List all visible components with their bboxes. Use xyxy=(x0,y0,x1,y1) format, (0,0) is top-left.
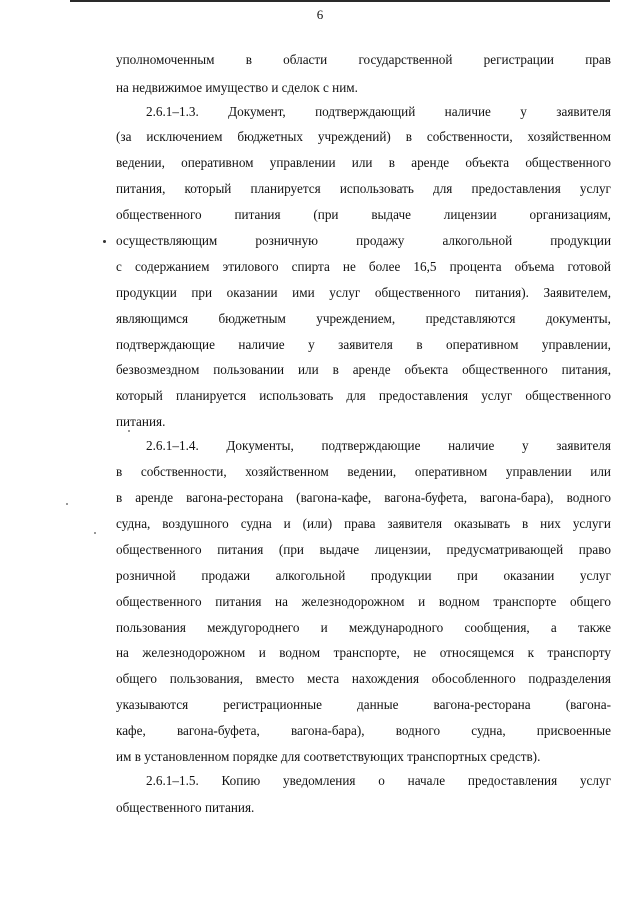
text-word: оказании xyxy=(503,568,555,583)
text-word: подтверждающие xyxy=(116,337,215,352)
text-word: представляются xyxy=(425,311,516,326)
text-line xyxy=(146,104,611,120)
text-word: Документы, xyxy=(226,438,294,453)
text-line xyxy=(116,671,611,687)
text-word: выдаче xyxy=(371,207,411,222)
text-line xyxy=(146,773,611,789)
text-word: у xyxy=(520,104,527,119)
text-word: вагона-буфета, xyxy=(176,723,260,738)
text-word: в xyxy=(522,516,529,531)
text-word: продукции xyxy=(370,568,432,583)
text-word: (вагона- xyxy=(565,697,611,712)
text-word: безвозмездном пользовании или в аренде объекта общественного питания, xyxy=(116,362,611,377)
text-word: Документ, xyxy=(228,104,286,119)
text-word: и xyxy=(320,620,328,635)
text-line xyxy=(116,645,611,661)
text-word: наличие xyxy=(448,438,495,453)
text-word: оперативном xyxy=(181,155,254,170)
text-word: розничную xyxy=(255,233,319,248)
text-word: более xyxy=(368,259,401,274)
text-word: вагона-бара), xyxy=(290,723,365,738)
text-word: организациям, xyxy=(529,207,611,222)
text-word: документы, xyxy=(545,311,611,326)
text-word: объема xyxy=(514,259,555,274)
text-word: области xyxy=(283,52,328,67)
text-word: Копию xyxy=(221,773,261,788)
text-word: осуществляющим xyxy=(116,233,218,248)
text-word: использовать xyxy=(339,181,414,196)
text-word: в собственности, хозяйственном ведении, оперативном управлении или xyxy=(116,464,611,479)
text-word: алкогольной xyxy=(275,568,346,583)
text-word: пользования xyxy=(116,620,186,635)
text-line xyxy=(116,207,611,223)
text-word: начале xyxy=(407,773,446,788)
text-word: ведении, xyxy=(116,155,165,170)
text-word: бюджетным xyxy=(218,311,286,326)
text-word: (или) xyxy=(302,516,333,531)
text-word: алкогольной xyxy=(442,233,513,248)
text-word: вагона-ресторана xyxy=(433,697,531,712)
text-word: общественного xyxy=(525,155,611,170)
text-word: услуги xyxy=(572,516,611,531)
text-word: заявителя xyxy=(556,104,611,119)
text-line xyxy=(116,337,611,353)
text-word: подтверждающий xyxy=(315,104,416,119)
page-number: 6 xyxy=(316,7,324,22)
text-word: заявителя xyxy=(387,516,443,531)
text-word: регистрации xyxy=(483,52,554,67)
text-word: уведомления xyxy=(283,773,356,788)
text-word: регистрационные xyxy=(223,697,322,712)
text-word: воздушного xyxy=(162,516,229,531)
text-line: питания. xyxy=(116,414,166,429)
text-word: них xyxy=(540,516,561,531)
text-word: который планируется использовать для предоставления услуг общественного xyxy=(116,388,611,403)
text-word: готовой xyxy=(567,259,611,274)
margin-mark xyxy=(103,240,106,243)
text-word: продукции xyxy=(550,233,611,248)
text-line xyxy=(116,285,611,301)
text-word: управлении xyxy=(269,155,336,170)
text-word: у xyxy=(522,438,529,453)
text-word: услуг xyxy=(579,773,611,788)
scan-speck xyxy=(66,503,68,505)
text-word: общественного питания на железнодорожном и водном транспорте общего xyxy=(116,594,611,609)
top-rule xyxy=(70,0,610,2)
text-word: объекта xyxy=(465,155,510,170)
text-word: кафе, xyxy=(116,723,146,738)
text-line xyxy=(116,542,611,558)
text-word: предоставления xyxy=(467,773,558,788)
text-word: питания, xyxy=(116,181,166,196)
text-word: наличие xyxy=(444,104,491,119)
text-word: управлении, xyxy=(541,337,611,352)
text-word: (при xyxy=(313,207,339,222)
text-line xyxy=(116,311,611,327)
text-line xyxy=(116,697,611,713)
text-line xyxy=(116,259,611,275)
text-word: судна, xyxy=(471,723,506,738)
text-line xyxy=(116,490,611,506)
text-line xyxy=(116,181,611,197)
text-word: данные xyxy=(357,697,399,712)
text-word: розничной xyxy=(116,568,176,583)
text-word: при xyxy=(457,568,478,583)
text-line: им в установленном порядке для соответствующих транспортных средств). xyxy=(116,749,541,764)
text-line: на недвижимое имущество и сделок с ним. xyxy=(116,80,358,95)
text-word: оперативном xyxy=(446,337,519,352)
text-word: указываются xyxy=(116,697,189,712)
text-word: продажи xyxy=(201,568,251,583)
text-word: оказывать xyxy=(454,516,511,531)
text-word: в xyxy=(416,337,423,352)
text-word: заявителя xyxy=(556,438,611,453)
text-line xyxy=(116,52,611,68)
text-word: планируется xyxy=(250,181,321,196)
text-word: междугороднего xyxy=(207,620,300,635)
text-word: 2.6.1–1.3. xyxy=(146,104,199,119)
text-word: питания xyxy=(234,207,281,222)
text-line xyxy=(116,388,611,404)
scan-speck xyxy=(128,430,130,432)
text-word: общественного xyxy=(116,207,202,222)
text-word: подтверждающие xyxy=(321,438,421,453)
text-word: уполномоченным xyxy=(116,52,215,67)
text-word: процента xyxy=(449,259,502,274)
text-word: содержанием xyxy=(134,259,210,274)
text-word: международного xyxy=(348,620,444,635)
text-word: предоставления xyxy=(471,181,561,196)
text-word: лицензии xyxy=(443,207,497,222)
text-line xyxy=(116,723,611,739)
text-word: прав xyxy=(585,52,611,67)
text-word: учреждением, xyxy=(316,311,396,326)
text-line: общественного питания. xyxy=(116,800,255,815)
text-word: продукции при оказании ими услуг общественного питания). Заявителем, xyxy=(116,285,611,300)
text-word: 2.6.1–1.5. xyxy=(146,773,199,788)
text-word: присвоенные xyxy=(536,723,611,738)
text-line xyxy=(116,129,611,145)
text-word: в xyxy=(245,52,252,67)
text-line xyxy=(116,233,611,249)
text-line xyxy=(116,594,611,610)
text-word: водного xyxy=(395,723,441,738)
text-word: сообщения, xyxy=(464,620,530,635)
text-word: этилового xyxy=(222,259,279,274)
text-line xyxy=(146,438,611,454)
text-word: или xyxy=(351,155,373,170)
text-line xyxy=(116,620,611,636)
text-word: не xyxy=(342,259,356,274)
text-word: услуг xyxy=(579,568,611,583)
text-word: государственной xyxy=(358,52,453,67)
text-word: продажу xyxy=(356,233,405,248)
text-line xyxy=(116,155,611,171)
text-word: для xyxy=(433,181,453,196)
text-word: 16,5 xyxy=(413,259,437,274)
text-word: и xyxy=(283,516,291,531)
text-word: права xyxy=(344,516,376,531)
text-word: на железнодорожном и водном транспорте, не относящемся к транспорту xyxy=(116,645,611,660)
text-word: являющимся xyxy=(116,311,189,326)
text-word: в xyxy=(388,155,395,170)
text-word: который xyxy=(184,181,232,196)
text-word: а xyxy=(550,620,557,635)
text-word: о xyxy=(378,773,385,788)
text-word: в аренде вагона-ресторана (вагона-кафе, вагона-буфета, вагона-бара), водного xyxy=(116,490,611,505)
scan-speck xyxy=(94,532,96,534)
text-word: судна, xyxy=(116,516,151,531)
text-word: также xyxy=(577,620,611,635)
text-line xyxy=(116,568,611,584)
text-word: аренде xyxy=(411,155,450,170)
text-word: (за исключением бюджетных учреждений) в собственности, хозяйственном xyxy=(116,129,611,144)
text-word: заявителя xyxy=(338,337,393,352)
text-word: спирта xyxy=(291,259,330,274)
text-line xyxy=(116,516,611,532)
text-word: 2.6.1–1.4. xyxy=(146,438,199,453)
text-word: общественного питания (при выдаче лицензии, предусматривающей право xyxy=(116,542,611,557)
text-word: услуг xyxy=(579,181,611,196)
text-line xyxy=(116,464,611,480)
text-word: судна xyxy=(240,516,272,531)
text-word: общего пользования, вместо места нахождения обособленного подразделения xyxy=(116,671,611,686)
text-word: наличие xyxy=(238,337,285,352)
text-word: у xyxy=(308,337,315,352)
text-line xyxy=(116,362,611,378)
text-word: с xyxy=(116,259,122,274)
